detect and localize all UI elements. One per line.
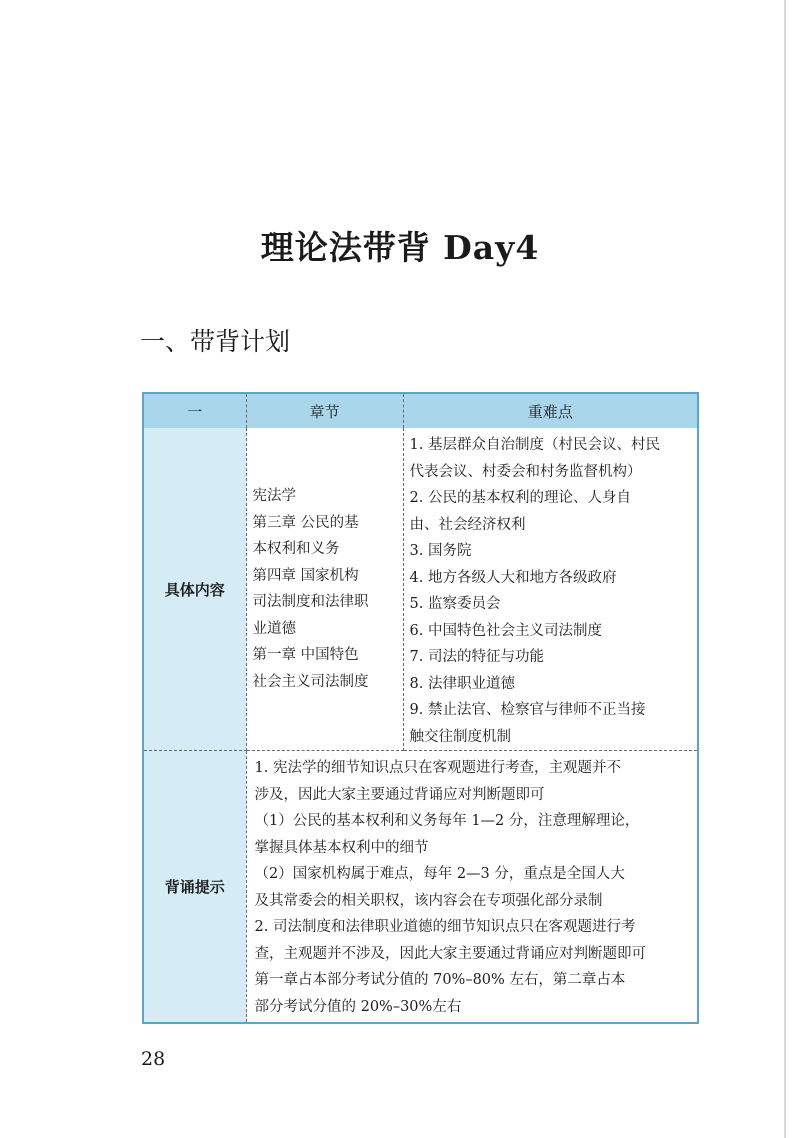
key-point-line: 1. 基层群众自治制度（村民会议、村民 bbox=[409, 437, 660, 453]
tip-line: 掌握具体基本权利中的细节 bbox=[254, 839, 429, 856]
key-point-line: 9. 禁止法官、检察官与律师不正当接 bbox=[409, 702, 646, 718]
row-label-content: 具体内容 bbox=[143, 428, 246, 751]
tip-line: 2. 司法制度和法律职业道德的细节知识点只在客观题进行考 bbox=[254, 919, 636, 935]
chapter-line: 第三章 公民的基 bbox=[252, 514, 359, 531]
table-header-row bbox=[143, 393, 698, 428]
chapter-line: 业道德 bbox=[252, 620, 296, 637]
tip-line: 第一章占本部分考试分值的 70%–80% 左右，第二章占本 bbox=[254, 972, 626, 988]
table-row-tips bbox=[143, 751, 698, 1024]
key-point-line: 触交往制度机制 bbox=[409, 728, 511, 745]
chapter-line: 第一章 中国特色 bbox=[252, 647, 359, 663]
tip-line: 及其常委会的相关职权，该内容会在专项强化部分录制 bbox=[254, 892, 603, 909]
chapter-line: 宪法学 bbox=[252, 488, 296, 504]
recitation-tips-cell bbox=[246, 751, 698, 1024]
tip-line: （1）公民的基本权利和义务每年 1—2 分，注意理解理论， bbox=[254, 813, 640, 829]
tip-line: 1. 宪法学的细节知识点只在客观题进行考查，主观题并不 bbox=[254, 760, 621, 776]
chapter-cell bbox=[246, 428, 403, 751]
key-point-line: 4. 地方各级人大和地方各级政府 bbox=[409, 569, 617, 586]
tip-line: 查，主观题并不涉及，因此大家主要通过背诵应对判断题即可 bbox=[254, 945, 646, 962]
table-row-content bbox=[143, 428, 698, 751]
page-title: 理论法带背 Day4 bbox=[260, 228, 540, 267]
page-number: 28 bbox=[141, 1048, 166, 1070]
row-label-tips: 背诵提示 bbox=[143, 751, 246, 1024]
chapter-line: 第四章 国家机构 bbox=[252, 567, 359, 584]
key-point-line: 6. 中国特色社会主义司法制度 bbox=[409, 622, 602, 639]
chapter-line: 社会主义司法制度 bbox=[252, 673, 369, 690]
section-heading: 一、带背计划 bbox=[140, 327, 291, 356]
tip-line: 涉及，因此大家主要通过背诵应对判断题即可 bbox=[254, 786, 545, 803]
tip-line: 部分考试分值的 20%–30%左右 bbox=[254, 998, 462, 1015]
key-point-line: 2. 公民的基本权利的理论、人身自 bbox=[409, 490, 631, 506]
tip-line: （2）国家机构属于难点，每年 2—3 分，重点是全国人大 bbox=[254, 866, 625, 882]
key-point-line: 5. 监察委员会 bbox=[409, 596, 501, 612]
key-points-cell bbox=[403, 428, 698, 751]
header-cell-index: 一 bbox=[143, 393, 246, 428]
key-point-line: 由、社会经济权利 bbox=[409, 516, 526, 533]
key-point-line: 7. 司法的特征与功能 bbox=[409, 649, 544, 665]
header-cell-key-points: 重难点 bbox=[403, 393, 698, 428]
page-edge bbox=[784, 0, 786, 1138]
key-point-line: 8. 法律职业道德 bbox=[409, 675, 515, 692]
key-point-line: 代表会议、村委会和村务监督机构） bbox=[409, 463, 642, 480]
chapter-line: 本权利和义务 bbox=[252, 541, 340, 557]
header-cell-chapter: 章节 bbox=[246, 393, 403, 428]
chapter-line: 司法制度和法律职 bbox=[252, 594, 369, 610]
key-point-line: 3. 国务院 bbox=[409, 543, 472, 559]
plan-table bbox=[142, 392, 699, 1024]
